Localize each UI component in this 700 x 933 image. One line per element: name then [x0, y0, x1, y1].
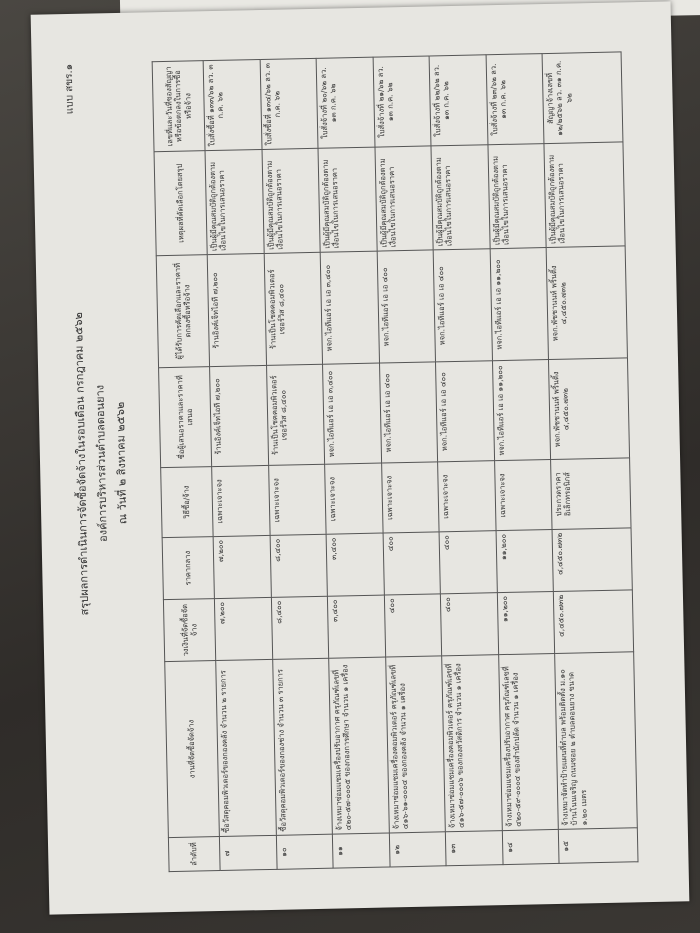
cell-contract: ใบสั่งจ้างที่ ๒๓/๖๒ ลว. ๑๓ ก.ค. ๖๒: [486, 54, 544, 145]
cell-item: ซื้อวัสดุคอมพิวเตอร์ของกองช่าง จำนวน ๓ รายการ: [272, 658, 332, 835]
cell-budget: ๗,๒๐๐: [214, 597, 272, 660]
cell-winner: หจก.พัชชานนท์ พริ้นติ้ง ๔,๔๕๐.๗๓๒: [546, 246, 627, 360]
cell-reason: เป็นผู้มีคุณสมบัติถูกต้องตามเงื่อนไขในการเสนอราคา: [488, 144, 547, 249]
header-bidders: ชื่อผู้เสนอราคาและราคาที่เสนอ: [159, 367, 212, 468]
cell-method: เฉพาะเจาะจง: [325, 463, 383, 534]
document-title: สรุปผลการดำเนินการจัดซื้อจัดจ้างในรอบเดือน กรกฎาคม ๒๕๖๒: [71, 312, 92, 616]
cell-reason: เป็นผู้มีคุณสมบัติถูกต้องตามเงื่อนไขในการเสนอราคา: [205, 149, 264, 254]
cell-contract: ใบสั่งจ้างที่ ๒๑/๖๒ ลว. ๑๓ ก.ค. ๖๒: [373, 56, 431, 147]
cell-winner: ร้านเป็นโชคคอมพิวเตอร์ เซอร์วิส ๘,๔๐๐: [264, 252, 323, 365]
cell-median-price: ๑๑,๒๐๐: [496, 529, 554, 592]
cell-budget: ๔๐๐: [384, 594, 442, 657]
cell-no: ๗: [219, 835, 276, 870]
cell-reason: เป็นผู้มีคุณสมบัติถูกต้องตามเงื่อนไขในการเสนอราคา: [375, 146, 434, 251]
cell-winner: หจก.ไอทีแอร์ เอ เอ ๑๑,๒๐๐: [490, 248, 549, 361]
table-row: [542, 52, 638, 863]
cell-no: ๑๐: [276, 834, 333, 869]
cell-median-price: ๘,๔๐๐: [270, 534, 328, 597]
cell-budget: ๔๐๐: [440, 593, 498, 656]
cell-item: ซื้อวัสดุคอมพิวเตอร์ของกองคลัง จำนวน ๒ รายการ: [216, 659, 276, 836]
cell-budget: ๘,๔๐๐: [271, 596, 329, 659]
cell-contract: ใบสั่งจ้างที่ ๒๐/๖๒ ลว. ๑๓ ก.ค. ๖๒: [316, 57, 374, 148]
cell-winner: หจก.ไอทีแอร์ เอ เอ ๔๐๐: [377, 250, 436, 363]
header-no: ลำดับที่: [168, 837, 220, 872]
cell-contract: ใบสั่งซื้อที่ ๑๓๔/๖๒ ลว. ๓ ก.ค. ๖๒: [260, 58, 318, 149]
cell-median-price: ๔๐๐: [383, 532, 441, 595]
cell-median-price: ๗,๒๐๐: [213, 535, 271, 598]
header-budget: วงเงินที่จัดซื้อจัดจ้าง: [163, 599, 215, 662]
header-item: งานที่จัดซื้อจัดจ้าง: [165, 661, 220, 838]
cell-reason: เป็นผู้มีคุณสมบัติถูกต้องตามเงื่อนไขในการเสนอราคา: [262, 148, 321, 253]
cell-item: จ้างเหมาซ่อมแซมเครื่องคอมพิวเตอร์ ครุภัณฑ์เลขที่ ๔๑๖-๕๗-๐๐๐๖ ของกองสวัสดิการ จำนวน ๑ เครื่อง: [442, 655, 502, 832]
header-reason: เหตุผลที่คัดเลือกโดยสรุป: [154, 151, 207, 256]
cell-budget: ๓,๔๐๐: [327, 595, 385, 658]
cell-bidders: หจก.ไอทีแอร์ เอ เอ ๔๐๐: [379, 362, 438, 463]
cell-median-price: ๓,๔๐๐: [326, 533, 384, 596]
cell-median-price: ๔,๔๕๐.๗๓๒: [552, 528, 632, 592]
cell-no: ๑๑: [332, 833, 389, 868]
cell-no: ๑๒: [389, 832, 446, 867]
procurement-table: [152, 51, 639, 872]
cell-winner: หจก.ไอทีแอร์ เอ เอ ๔๐๐: [433, 249, 492, 362]
cell-bidders: ร้านอิงค์เจ็ทไอที ๗,๒๐๐: [210, 365, 269, 466]
cell-method: ประกวดราคาอิเล็กทรอนิกส์: [551, 458, 631, 530]
cell-bidders: ร้านเป็นโชคคอมพิวเตอร์ เซอร์วิส ๘,๔๐๐: [266, 364, 325, 465]
cell-bidders: หจก.พัชชานนท์ พริ้นติ้ง ๔,๔๕๐.๗๓๒: [549, 358, 630, 460]
form-code: แบบ สขร.๑: [63, 63, 76, 115]
cell-no: ๑๕: [558, 828, 638, 864]
cell-budget: ๔,๔๕๐.๗๓๒: [553, 590, 633, 654]
cell-reason: เป็นผู้มีคุณสมบัติถูกต้องตามเงื่อนไขในการเสนอราคา: [431, 145, 490, 250]
cell-reason: เป็นผู้มีคุณสมบัติถูกต้องตามเงื่อนไขในการเสนอราคา: [544, 142, 625, 248]
cell-winner: หจก.ไอทีแอร์ เอ เอ ๓,๔๐๐: [320, 251, 379, 364]
cell-method: เฉพาะเจาะจง: [381, 462, 439, 533]
cell-item: จ้างเหมาซ่อมแซมเครื่องคอมพิวเตอร์ ครุภัณฑ์เลขที่ ๔๑๖-๖๑-๐๐๐๔ ของกองคลัง จำนวน ๑ เครื่อง: [385, 656, 445, 833]
document-sheet: [31, 1, 690, 914]
cell-method: เฉพาะเจาะจง: [494, 460, 552, 531]
cell-contract: สัญญาจ้างเลขที่ ๑๒/๒๕๖๒ ลว. ๓๑ ก.ค. ๖๒: [542, 52, 623, 144]
cell-contract: ใบสั่งซื้อที่ ๑๓๓/๖๒ ลว. ๓ ก.ค. ๖๒: [203, 60, 261, 151]
cell-reason: เป็นผู้มีคุณสมบัติถูกต้องตามเงื่อนไขในการเสนอราคา: [318, 147, 377, 252]
cell-item: จ้างเหมาจัดทำป้ายแผนที่ตำบล พร้อมติดตั้ง ม.๑๐ บ้านโนนเจริญ ถนนซอย ๒ ตำบลดอนยาง ขนาด ๑.๒๐ เมตร: [555, 652, 638, 830]
cell-method: เฉพาะเจาะจง: [268, 464, 326, 535]
document-date: ณ วันที่ ๒ สิงหาคม ๒๕๖๒: [113, 401, 130, 525]
cell-contract: ใบสั่งจ้างที่ ๒๒/๖๒ ลว. ๑๓ ก.ค. ๖๒: [429, 55, 487, 146]
organization-name: องค์การบริหารส่วนตำบลดอนยาง: [93, 384, 110, 543]
cell-no: ๑๓: [445, 831, 502, 866]
header-median-price: ราคากลาง: [162, 537, 214, 600]
cell-no: ๑๔: [502, 829, 559, 864]
cell-method: เฉพาะเจาะจง: [438, 461, 496, 532]
document-header: [51, 32, 159, 894]
cell-method: เฉพาะเจาะจง: [212, 465, 270, 536]
cell-item: จ้างเหมาซ่อมแซมเครื่องปรับอากาศ ครุภัณฑ์เลขที่ ๔๒๐-๕๙-๐๐๐๔ ของสำนักปลัด จำนวน ๑ เครื่อง: [498, 653, 558, 830]
cell-bidders: หจก.ไอทีแอร์ เอ เอ ๔๐๐: [436, 361, 495, 462]
cell-budget: ๑๑,๒๐๐: [497, 591, 555, 654]
header-method: วิธีซื้อ/จ้าง: [161, 467, 213, 538]
rotated-content: [51, 22, 669, 894]
header-winner: ผู้ได้รับการคัดเลือกและราคาที่ตกลงซื้อหรือจ้าง: [156, 255, 209, 368]
cell-bidders: หจก.ไอทีแอร์ เอ เอ ๑๑,๒๐๐: [492, 360, 551, 461]
cell-median-price: ๔๐๐: [439, 531, 497, 594]
cell-item: จ้างเหมาซ่อมแซมเครื่องปรับอากาศ ครุภัณฑ์เลขที่ ๔๒๐-๕๗-๐๐๐๕ ของกองการศึกษา จำนวน ๑ เครื่อง: [329, 657, 389, 834]
cell-bidders: หจก.ไอทีแอร์ เอ เอ ๓,๔๐๐: [323, 363, 382, 464]
cell-winner: ร้านอิงค์เจ็ทไอที ๗,๒๐๐: [207, 253, 266, 366]
header-contract: เลขที่และวันที่ของสัญญาหรือข้อตกลงในการซื้อหรือจ้าง: [152, 61, 205, 152]
